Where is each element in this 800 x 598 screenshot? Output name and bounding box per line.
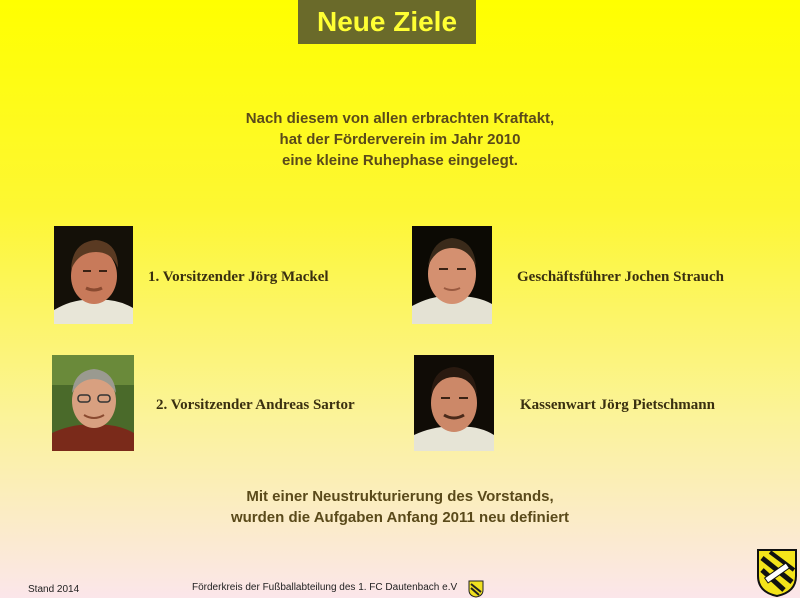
page-title: Neue Ziele bbox=[316, 6, 458, 37]
photo-jochen-strauch bbox=[412, 226, 492, 324]
club-crest-icon bbox=[756, 548, 798, 598]
intro-text bbox=[150, 108, 650, 171]
intro-line-1: Nach diesem von allen erbrachten Kraftakt, bbox=[245, 110, 555, 127]
member-1-label: 1. Vorsitzender Jörg Mackel bbox=[148, 269, 329, 285]
member-3-label: 2. Vorsitzender Andreas Sartor bbox=[156, 397, 355, 413]
photo-joerg-mackel bbox=[54, 226, 133, 324]
outro-text bbox=[150, 486, 650, 528]
intro-line-2: hat der Förderverein im Jahr 2010 bbox=[279, 131, 521, 148]
footer-organization: Förderkreis der Fußballabteilung des 1. FC Dautenbach e.V bbox=[192, 582, 458, 593]
footer-stand: Stand 2014 bbox=[28, 584, 80, 595]
intro-line-3: eine kleine Ruhephase eingelegt. bbox=[282, 152, 518, 169]
photo-joerg-pietschmann bbox=[414, 355, 494, 451]
outro-line-2: wurden die Aufgaben Anfang 2011 neu definiert bbox=[230, 509, 570, 526]
photo-andreas-sartor bbox=[52, 355, 134, 451]
club-crest-small-icon bbox=[468, 580, 484, 598]
title-banner bbox=[298, 0, 476, 44]
outro-line-1: Mit einer Neustrukturierung des Vorstands, bbox=[246, 488, 554, 505]
member-2-label: Geschäftsführer Jochen Strauch bbox=[517, 269, 724, 285]
member-4-label: Kassenwart Jörg Pietschmann bbox=[520, 397, 715, 413]
